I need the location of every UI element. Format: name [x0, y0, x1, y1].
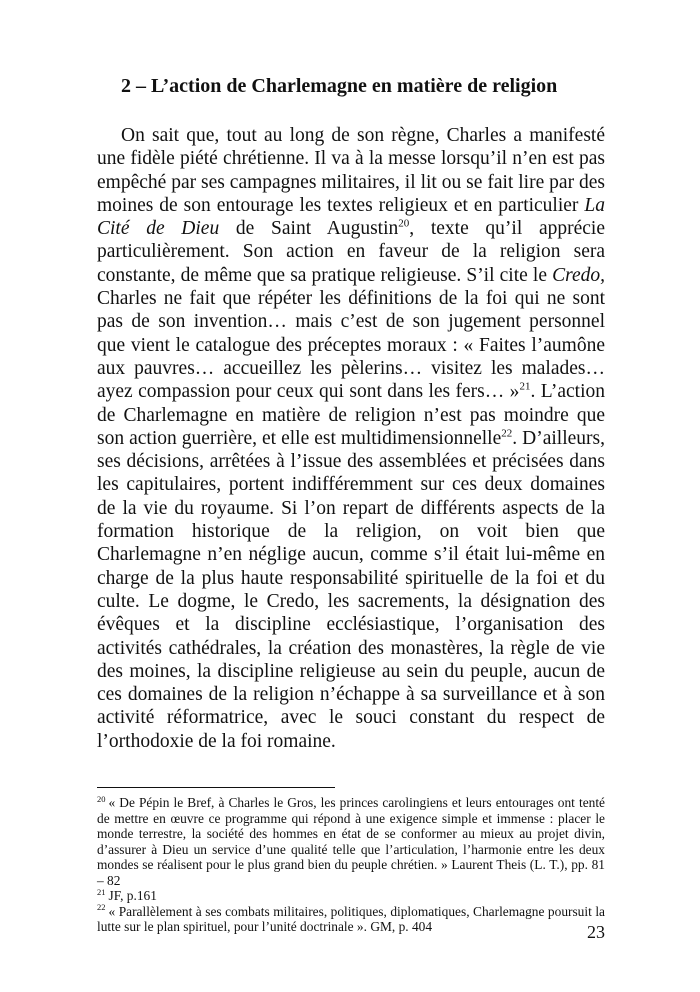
footnote-text: « De Pépin le Bref, à Charles le Gros, les princes carolingiens et leurs entourages ont tenté de mettre en œuvre ce programme qui répond à une exigence simple et immense : placer le monde terrestre, la société des hommes en état de se conformer au mieux au projet divin, d’assurer à Dieu un service d’une qualité telle que l’articulation, l’harmonie entre les deux mondes se réalisent pour le plus grand bien du peuple chrétien. » Laurent Theis (L. T.), pp. 81 – 82: [97, 795, 605, 888]
paragraph-text: . D’ailleurs, ses décisions, arrêtées à l’issue des assemblées et précisées dans les capitulaires, portent indifféremment sur ces deux domaines de la vie du royaume. Si l’on repart de différents aspects de la formation historique de la religion, on voit bien que Charlemagne n’en néglige aucun, comme s’il était lui-même en charge de la plus haute responsabilité spirituelle de la foi et du culte. Le dogme, le Credo, les sacrements, la désignation des évêques et la discipline ecclésiastique, l’organisation des activités cathédrales, la création des monastères, la règle de vie des moines, la discipline religieuse au sein du peuple, aucun de ces domaines de la religion n’échappe à sa surveillance et à son activité réformatrice, avec le souci constant du respect de l’orthodoxie de la foi romaine.: [97, 427, 605, 752]
footnote-reference-22[interactable]: 22: [501, 427, 513, 440]
page-number: 23: [587, 922, 605, 942]
footnote-number: 21: [97, 886, 106, 897]
footnote-21: [97, 888, 605, 904]
footnote-separator: [97, 787, 335, 788]
footnote-20: [97, 795, 605, 888]
footnotes: [97, 795, 605, 935]
book-title: La Cité de Dieu: [97, 194, 605, 240]
credo-term: Credo,: [552, 264, 605, 286]
footnote-22: [97, 904, 605, 935]
footnote-number: 20: [97, 793, 106, 804]
footnote-reference-21[interactable]: 21: [519, 380, 531, 393]
paragraph-text: de Saint Augustin: [219, 218, 399, 240]
footnote-text: JF, p.161: [108, 888, 157, 903]
paragraph-text: On sait que, tout au long de son règne, Charles a manifesté une fidèle piété chrétienne. Il va à la messe lorsqu’il n’en est pas empêché par ses campagnes militaires, il lit ou se fait lire par des moines de son entourage les textes religieux et en particulier: [97, 125, 605, 216]
footnote-reference-20[interactable]: 20: [398, 217, 410, 230]
section-heading: 2 – L’action de Charlemagne en matière de religion: [121, 75, 558, 97]
paragraph-text: . L’action de Charlemagne en matière de religion n’est pas moindre que son action guerrière, et elle est multidimensionnelle: [97, 381, 605, 449]
paragraph-text: Charles ne fait que répéter les définitions de la foi qui ne sont pas de son invention… mais c’est de son jugement personnel que vient le catalogue des préceptes moraux : « Faites l’aumône aux pauvres… accueillez les pèlerins… visitez les malades… ayez compassion pour ceux qui sont dans les fers… »: [97, 288, 605, 403]
footnote-text: « Parallèlement à ses combats militaires, politiques, diplomatiques, Charlemagne poursuit la lutte sur le plan spirituel, pour l’unité doctrinale ». GM, p. 404: [97, 903, 605, 934]
paragraph-text: , texte qu’il apprécie particulièrement. Son action en faveur de la religion sera constante, de même que sa pratique religieuse. S’il cite le: [97, 218, 605, 286]
body-paragraph: [97, 124, 605, 753]
footnote-number: 22: [97, 902, 106, 913]
